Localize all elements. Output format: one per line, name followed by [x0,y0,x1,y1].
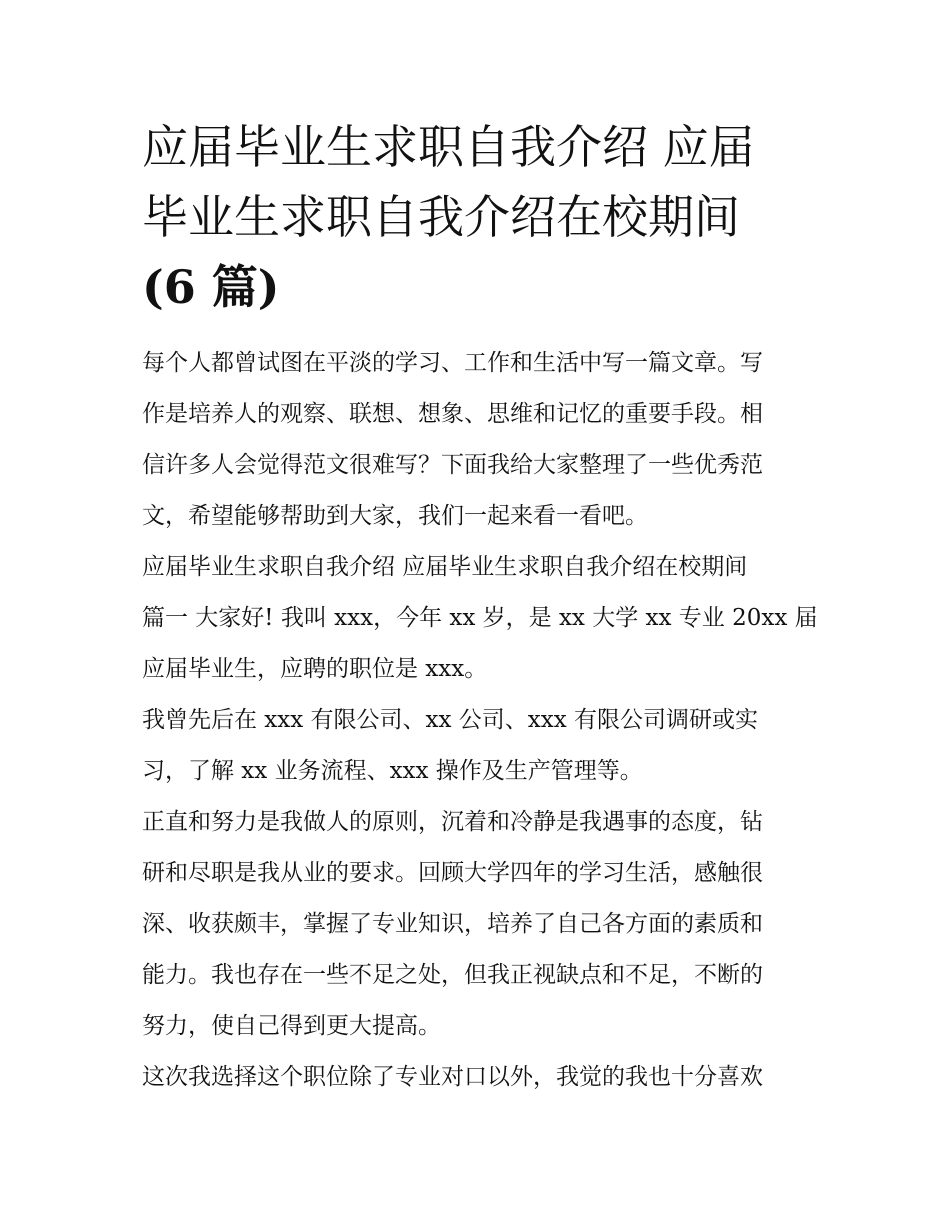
section-heading-paragraph [142,542,814,593]
text-line: 信许多人会觉得范文很难写？下面我给大家整理了一些优秀范 [142,452,763,478]
text-line: 我曾先后在 xxx 有限公司、xx 公司、xxx 有限公司调研或实 [142,707,759,733]
title-line: (6 篇) [142,260,280,314]
text-line: 深、收获颇丰，掌握了专业知识，培养了自己各方面的素质和 [142,911,763,937]
document-page [142,112,818,1103]
text-line: 篇一 大家好! 我叫 xxx，今年 xx 岁，是 xx 大学 xx 专业 20xx 届 [142,605,818,631]
character-paragraph [142,797,814,1052]
text-line: 作是培养人的观察、联想、想象、思维和记忆的重要手段。相 [142,401,763,427]
text-line: 这次我选择这个职位除了专业对口以外，我觉的我也十分喜欢 [142,1064,763,1090]
text-line: 能力。我也存在一些不足之处，但我正视缺点和不足，不断的 [142,962,763,988]
greeting-paragraph [142,593,818,695]
text-line: 每个人都曾试图在平淡的学习、工作和生活中写一篇文章。写 [142,350,763,376]
text-line: 文，希望能够帮助到大家，我们一起来看一看吧。 [142,503,648,529]
text-line: 习，了解 xx 业务流程、xxx 操作及生产管理等。 [142,758,643,784]
text-line: 研和尽职是我从业的要求。回顾大学四年的学习生活，感触很 [142,860,763,886]
intro-paragraph [142,338,814,542]
text-line: 应届毕业生求职自我介绍 应届毕业生求职自我介绍在校期间 [142,554,748,580]
text-line: 正直和努力是我做人的原则，沉着和冷静是我遇事的态度，钻 [142,809,763,835]
text-line: 努力，使自己得到更大提高。 [142,1013,441,1039]
document-title [142,112,814,322]
title-line: 毕业生求职自我介绍在校期间 [142,190,740,244]
text-line: 应届毕业生，应聘的职位是 xxx。 [142,656,488,682]
title-line: 应届毕业生求职自我介绍 应届 [142,120,755,174]
motivation-paragraph [142,1052,814,1103]
experience-paragraph [142,695,814,797]
document-body [142,338,818,1103]
